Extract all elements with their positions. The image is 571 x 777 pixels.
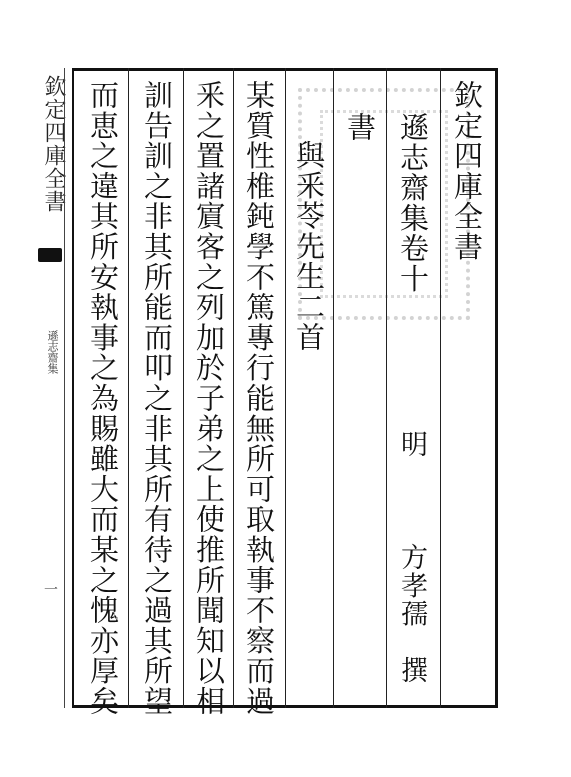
margin-book-title: 遜志齋集 bbox=[46, 330, 59, 374]
column-rule bbox=[233, 68, 234, 708]
body-text-line: 某質性椎鈍學不篤專行能無所可取執事不察而過 bbox=[242, 80, 276, 717]
section-heading: 書 bbox=[343, 112, 377, 143]
body-text-line: 釆之置諸賔客之列加於子弟之上使推所聞知以相 bbox=[192, 80, 226, 717]
body-text-line: 而恵之違其所安執事之為賜雖大而某之愧亦厚矣 bbox=[86, 80, 120, 717]
column-rule bbox=[440, 68, 441, 708]
column-rule bbox=[386, 68, 387, 708]
column-rule bbox=[333, 68, 334, 708]
column-rule bbox=[183, 68, 184, 708]
margin-divider bbox=[64, 68, 65, 708]
author-line: 明 方孝孺 撰 bbox=[396, 430, 427, 685]
letter-title: 與釆苓先生二首 bbox=[292, 140, 326, 353]
margin-page-number: 一 bbox=[42, 582, 58, 596]
margin-collection-title: 欽定四庫全書 bbox=[41, 75, 66, 213]
collection-header: 欽定四庫全書 bbox=[450, 80, 484, 262]
fish-tail-mark bbox=[38, 248, 62, 262]
column-rule bbox=[285, 68, 286, 708]
column-rule bbox=[128, 68, 129, 708]
body-text-line: 訓告訓之非其所能而叩之非其所有待之過其所望 bbox=[140, 80, 174, 717]
volume-title: 遜志齋集卷十 bbox=[396, 112, 430, 294]
